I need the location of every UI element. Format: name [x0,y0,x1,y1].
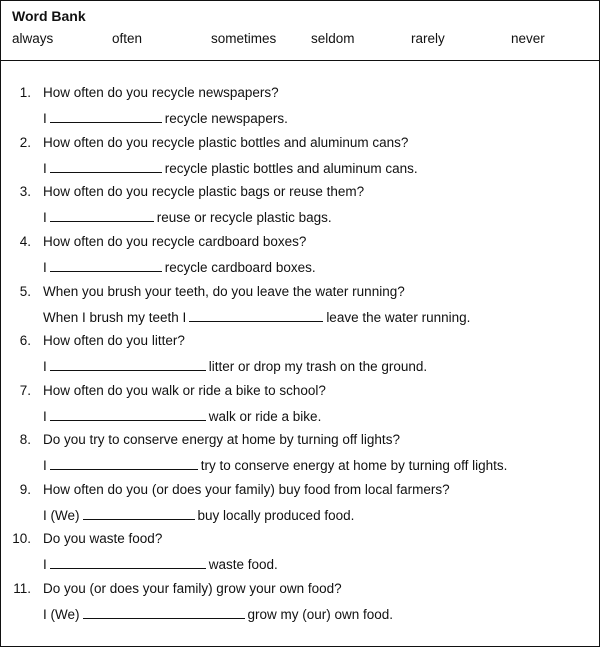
answer-prefix: I [43,260,47,275]
answer-suffix: recycle cardboard boxes. [164,260,316,275]
question-text: When you brush your teeth, do you leave the water running? [43,284,405,299]
answer-suffix: buy locally produced food. [197,508,355,523]
word-bank-title: Word Bank [12,8,86,24]
answer-prefix: I (We) [43,607,80,622]
word-bank-word-always: always [12,31,54,46]
answer-blank[interactable] [83,606,245,619]
answer-blank[interactable] [189,309,323,322]
question-text: How often do you walk or ride a bike to school? [43,383,326,398]
answer-blank[interactable] [50,160,162,173]
question-number: 11. [13,581,31,596]
answer-blank[interactable] [50,457,198,470]
word-bank [1,1,599,61]
answer-prefix: I [43,111,47,126]
answer-blank[interactable] [50,408,206,421]
answer-suffix: grow my (our) own food. [247,607,394,622]
answer-suffix: walk or ride a bike. [208,409,322,424]
question-text: How often do you (or does your family) buy food from local farmers? [43,482,450,497]
word-bank-word-rarely: rarely [411,31,445,46]
answer-prefix: I [43,557,47,572]
question-text: Do you try to conserve energy at home by turning off lights? [43,432,400,447]
question-text: Do you waste food? [43,531,163,546]
answer-prefix: I (We) [43,508,80,523]
answer-suffix: try to conserve energy at home by turning off lights. [200,458,508,473]
answer-suffix: leave the water running. [326,310,471,325]
answer-blank[interactable] [50,259,162,272]
question-number: 2. [19,135,31,150]
question-number: 8. [19,432,31,447]
question-text: Do you (or does your family) grow your own food? [43,581,342,596]
answer-prefix: I [43,161,47,176]
question-number: 10. [12,531,31,546]
question-number: 3. [19,184,31,199]
word-bank-word-often: often [112,31,143,46]
answer-blank[interactable] [50,209,154,222]
answer-suffix: recycle newspapers. [164,111,288,126]
word-bank-word-seldom: seldom [311,31,355,46]
question-number: 1. [19,85,31,100]
answer-blank[interactable] [50,358,206,371]
question-text: How often do you recycle cardboard boxes? [43,234,307,249]
answer-blank[interactable] [50,110,162,123]
question-text: How often do you recycle newspapers? [43,85,279,100]
answer-blank[interactable] [83,507,195,520]
answer-suffix: waste food. [208,557,278,572]
question-text: How often do you recycle plastic bottles and aluminum cans? [43,135,409,150]
answer-suffix: recycle plastic bottles and aluminum cans. [164,161,418,176]
question-number: 9. [19,482,31,497]
answer-suffix: litter or drop my trash on the ground. [208,359,428,374]
question-number: 6. [19,333,31,348]
answer-prefix: I [43,359,47,374]
answer-prefix: When I brush my teeth I [43,310,187,325]
answer-prefix: I [43,210,47,225]
question-number: 5. [19,284,31,299]
answer-prefix: I [43,458,47,473]
question-text: How often do you recycle plastic bags or reuse them? [43,184,365,199]
word-bank-word-sometimes: sometimes [211,31,277,46]
question-number: 4. [19,234,31,249]
answer-suffix: reuse or recycle plastic bags. [156,210,332,225]
question-number: 7. [19,383,31,398]
answer-prefix: I [43,409,47,424]
question-text: How often do you litter? [43,333,185,348]
answer-blank[interactable] [50,556,206,569]
word-bank-word-never: never [511,31,545,46]
